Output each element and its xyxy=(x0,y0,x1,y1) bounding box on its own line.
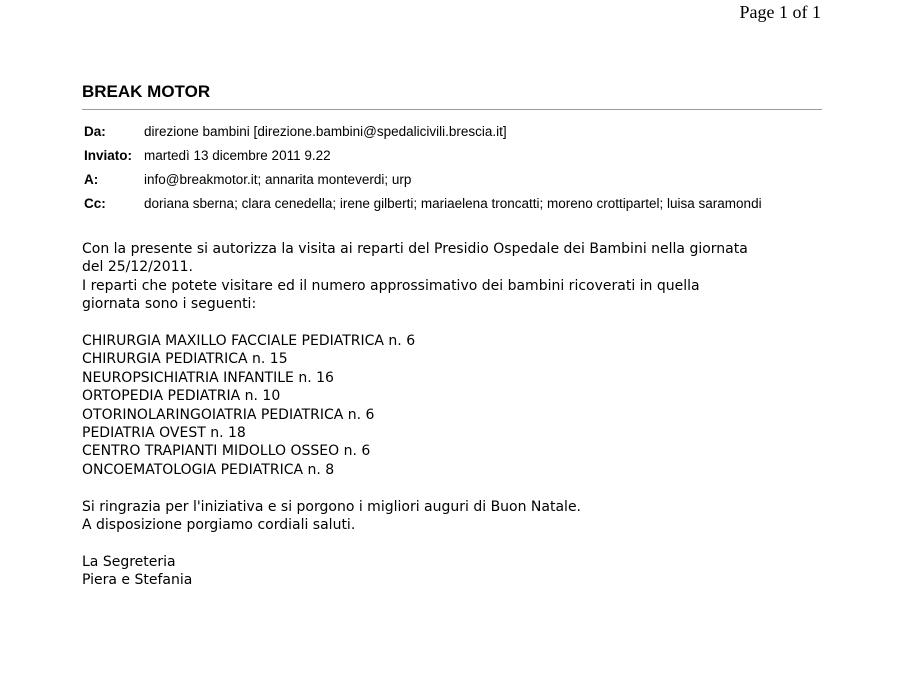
body-line: del 25/12/2011. xyxy=(82,259,193,276)
department-item: CENTRO TRAPIANTI MIDOLLO OSSEO n. 6 xyxy=(82,443,371,460)
department-item: NEUROPSICHIATRIA INFANTILE n. 16 xyxy=(82,369,334,386)
to-value: info@breakmotor.it; annarita monteverdi; urp xyxy=(144,172,412,187)
sent-label: Inviato: xyxy=(84,148,133,163)
department-item: CHIRURGIA PEDIATRICA n. 15 xyxy=(82,351,288,368)
body-line: giornata sono i seguenti: xyxy=(82,296,257,313)
from-value: direzione bambini [direzione.bambini@spedalicivili.brescia.it] xyxy=(144,124,507,139)
body-line: I reparti che potete visitare ed il numero approssimativo dei bambini ricoverati in quella xyxy=(82,277,700,294)
department-item: ONCOEMATOLOGIA PEDIATRICA n. 8 xyxy=(82,461,335,478)
sent-row xyxy=(84,148,822,164)
blank-line xyxy=(82,534,832,552)
subject-divider xyxy=(82,109,822,110)
to-row xyxy=(84,172,822,188)
cc-value: doriana sberna; clara cenedella; irene gilberti; mariaelena troncatti; moreno crottipartel; luisa saramondi xyxy=(144,196,762,211)
from-label: Da: xyxy=(84,124,106,139)
thanks-line: Si ringrazia per l'iniziativa e si porgono i migliori auguri di Buon Natale. xyxy=(82,498,582,515)
department-item: PEDIATRIA OVEST n. 18 xyxy=(82,425,246,442)
sent-value: martedì 13 dicembre 2011 9.22 xyxy=(144,148,331,163)
to-label: A: xyxy=(84,172,99,187)
blank-line xyxy=(82,479,832,497)
department-item: ORTOPEDIA PEDIATRIA n. 10 xyxy=(82,388,281,405)
page-number: Page 1 of 1 xyxy=(739,2,821,22)
email-body xyxy=(82,240,832,590)
department-item: OTORINOLARINGOIATRIA PEDIATRICA n. 6 xyxy=(82,406,375,423)
signature-line: La Segreteria xyxy=(82,553,176,570)
body-line: Con la presente si autorizza la visita ai reparti del Presidio Ospedale dei Bambini nella giornata xyxy=(82,241,748,257)
department-item: CHIRURGIA MAXILLO FACCIALE PEDIATRICA n. 6 xyxy=(82,333,416,350)
signature-names: Piera e Stefania xyxy=(82,572,193,589)
email-headers xyxy=(84,124,822,220)
from-row xyxy=(84,124,822,140)
blank-line xyxy=(82,314,832,332)
cc-row xyxy=(84,196,822,212)
greeting-line: A disposizione porgiamo cordiali saluti. xyxy=(82,517,356,534)
email-subject: BREAK MOTOR xyxy=(82,82,211,101)
cc-label: Cc: xyxy=(84,196,106,211)
